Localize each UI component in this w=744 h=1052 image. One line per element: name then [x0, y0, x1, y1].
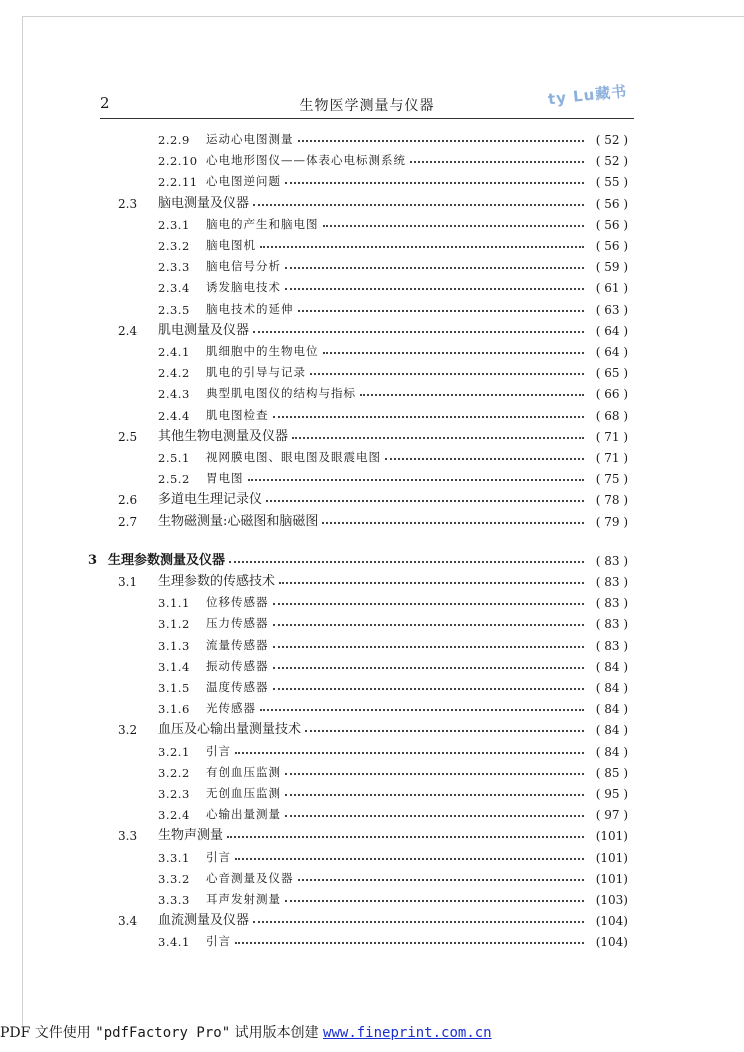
- toc-entry-title: 运动心电图测量: [206, 132, 294, 146]
- toc-entry-number: 3.4.1: [158, 935, 190, 950]
- toc-entry-page: ( 84 ): [595, 702, 628, 717]
- toc-entry[interactable]: [118, 486, 628, 507]
- toc-entry-title: 心输出量测量: [206, 807, 281, 822]
- toc-entry-number: 2.3: [118, 196, 138, 211]
- toc-entry-title: 引言: [206, 934, 231, 949]
- toc-entry[interactable]: [158, 865, 628, 886]
- toc-entry-title: 生理参数测量及仪器: [108, 552, 226, 568]
- toc-leader-dots: [285, 900, 584, 902]
- toc-entry-number: 3.2.1: [158, 744, 190, 759]
- toc-entry-number: 2.7: [118, 514, 138, 529]
- toc-entry-title: 典型肌电图仪的结构与指标: [206, 386, 356, 401]
- toc-entry-number: 2.4.4: [158, 408, 190, 423]
- toc-entry[interactable]: [118, 423, 628, 444]
- toc-leader-dots: [310, 373, 584, 375]
- toc-leader-dots: [235, 752, 584, 754]
- toc-entry-page: (101): [595, 850, 628, 865]
- toc-entry-page: ( 95 ): [595, 787, 628, 801]
- toc-leader-dots: [229, 561, 584, 563]
- toc-entry[interactable]: [158, 274, 628, 295]
- toc-entry-number: 2.4.1: [158, 345, 190, 359]
- toc-entry-number: 3.1.2: [158, 617, 190, 632]
- toc-entry-number: 3.2.4: [158, 808, 190, 823]
- toc-entry-page: ( 63 ): [595, 302, 628, 317]
- toc-entry[interactable]: [118, 317, 628, 338]
- toc-entry-number: 2.4.2: [158, 366, 190, 381]
- toc-entry-page: ( 68 ): [595, 408, 628, 423]
- toc-entry[interactable]: [158, 126, 628, 147]
- toc-entry[interactable]: [158, 801, 628, 822]
- toc-entry-title: 生物磁测量:心磁图和脑磁图: [158, 513, 319, 529]
- toc-entry[interactable]: [158, 380, 628, 401]
- toc-entry-title: 引言: [206, 849, 231, 864]
- toc-entry-page: ( 97 ): [595, 808, 628, 823]
- toc-leader-dots: [260, 246, 584, 248]
- toc-entry[interactable]: [158, 695, 628, 716]
- toc-entry-page: ( 56 ): [595, 196, 628, 211]
- toc-leader-dots: [322, 522, 584, 524]
- toc-entry[interactable]: [158, 232, 628, 253]
- toc-entry-title: 脑电技术的延伸: [206, 301, 294, 316]
- toc-entry-page: ( 84 ): [595, 723, 628, 738]
- toc-leader-dots: [298, 879, 585, 881]
- toc-leader-dots: [323, 225, 585, 227]
- toc-entry[interactable]: [158, 780, 628, 801]
- toc-entry-page: ( 84 ): [595, 659, 628, 674]
- toc-entry-page: ( 59 ): [595, 260, 628, 275]
- toc-entry-title: 压力传感器: [206, 616, 269, 631]
- toc-entry[interactable]: [158, 589, 628, 610]
- toc-entry-number: 3.1.4: [158, 659, 190, 674]
- toc-entry-title: 肌电的引导与记录: [206, 365, 306, 380]
- header-rule: [100, 118, 634, 119]
- toc-leader-dots: [253, 331, 584, 333]
- toc-entry-page: ( 78 ): [595, 493, 628, 508]
- library-stamp: ty Lu藏书: [547, 82, 629, 109]
- toc-entry[interactable]: [158, 759, 628, 780]
- toc-leader-dots: [266, 500, 584, 502]
- toc-entry-number: 3.3: [118, 829, 138, 844]
- toc-entry-number: 2.6: [118, 493, 138, 508]
- toc-leader-dots: [292, 437, 584, 439]
- toc-leader-dots: [273, 624, 585, 626]
- toc-entry-title: 温度传感器: [206, 680, 269, 694]
- toc-entry-title: 心电图逆问题: [206, 174, 281, 189]
- toc-entry-page: ( 83 ): [595, 575, 628, 589]
- toc-entry-title: 脑电的产生和脑电图: [206, 216, 319, 231]
- toc-entry-title: 肌电图检查: [206, 407, 269, 422]
- toc-leader-dots: [305, 730, 584, 732]
- toc-entry-page: (104): [595, 914, 628, 929]
- toc-entry-number: 3: [88, 552, 98, 568]
- toc-leader-dots: [285, 794, 584, 796]
- toc-leader-dots: [253, 204, 584, 206]
- toc-entry-page: ( 83 ): [595, 638, 628, 653]
- footer-middle: 试用版本创建: [230, 1025, 324, 1041]
- toc-entry-title: 脑电测量及仪器: [158, 195, 250, 211]
- toc-entry[interactable]: [118, 190, 628, 211]
- toc-entry[interactable]: [158, 147, 628, 168]
- toc-entry[interactable]: [158, 653, 628, 674]
- toc-entry-title: 心音测量及仪器: [206, 870, 294, 885]
- toc-entry-number: 3.3.2: [158, 871, 190, 886]
- toc-entry-number: 2.2.11: [158, 175, 198, 190]
- toc-leader-dots: [410, 161, 584, 163]
- toc-entry[interactable]: [158, 444, 628, 465]
- toc-entry-page: ( 84 ): [595, 681, 628, 695]
- toc-entry-number: 2.3.4: [158, 281, 190, 296]
- toc-entry[interactable]: [118, 907, 628, 928]
- toc-leader-dots: [235, 858, 584, 860]
- toc-entry-number: 3.3.1: [158, 850, 190, 865]
- toc-entry-title: 无创血压监测: [206, 786, 281, 800]
- toc-entry-page: ( 52 ): [595, 133, 628, 147]
- toc-leader-dots: [273, 667, 585, 669]
- toc-entry-number: 2.3.3: [158, 260, 190, 275]
- toc-entry[interactable]: [158, 844, 628, 865]
- footer-product: "pdfFactory Pro": [95, 1025, 231, 1041]
- toc-entry-title: 生理参数的传感技术: [158, 574, 276, 589]
- toc-entry-title: 肌电测量及仪器: [158, 322, 250, 338]
- toc-leader-dots: [279, 582, 584, 584]
- toc-entry[interactable]: [158, 253, 628, 274]
- toc-entry[interactable]: [158, 465, 628, 486]
- toc-leader-dots: [298, 140, 585, 142]
- toc-entry-number: 2.2.9: [158, 133, 190, 147]
- toc-entry-page: ( 56 ): [595, 217, 628, 232]
- toc-entry[interactable]: [158, 359, 628, 380]
- scan-border-left: [22, 16, 23, 1026]
- toc-entry-page: ( 71 ): [595, 451, 628, 465]
- toc-entry-number: 2.2.10: [158, 154, 198, 169]
- toc-entry-title: 位移传感器: [206, 595, 269, 610]
- toc-entry[interactable]: [158, 610, 628, 631]
- toc-entry-page: ( 55 ): [595, 175, 628, 190]
- toc-entry-title: 引言: [206, 743, 231, 758]
- toc-entry-number: 3.1: [118, 575, 138, 589]
- toc-entry-number: 3.1.6: [158, 702, 190, 717]
- toc-entry[interactable]: [158, 632, 628, 653]
- toc-entry-number: 2.4.3: [158, 387, 190, 402]
- toc-entry-page: ( 61 ): [595, 281, 628, 296]
- toc-entry-number: 2.5.2: [158, 472, 190, 487]
- toc-entry[interactable]: [158, 296, 628, 317]
- toc-entry-page: ( 66 ): [595, 387, 628, 402]
- toc-entry[interactable]: [118, 508, 628, 529]
- footer-link[interactable]: www.fineprint.com.cn: [323, 1025, 492, 1041]
- toc-entry[interactable]: [158, 928, 628, 949]
- toc-entry-page: ( 83 ): [595, 617, 628, 632]
- toc-leader-dots: [253, 921, 584, 923]
- toc-leader-dots: [285, 267, 584, 269]
- pdf-footer: [0, 1022, 492, 1042]
- toc-entry-title: 心电地形图仪——体表心电标测系统: [206, 153, 406, 168]
- toc-entry[interactable]: [158, 674, 628, 695]
- toc-entry[interactable]: [88, 547, 628, 568]
- toc-entry-title: 脑电图机: [206, 238, 256, 252]
- toc-entry-number: 2.5: [118, 429, 138, 444]
- toc-entry-page: ( 83 ): [595, 596, 628, 611]
- toc-leader-dots: [298, 310, 585, 312]
- book-title: 生物医学测量与仪器: [299, 98, 435, 114]
- toc-entry-title: 有创血压监测: [206, 764, 281, 779]
- toc-entry-page: ( 83 ): [595, 553, 628, 568]
- toc-entry[interactable]: [158, 338, 628, 359]
- toc-entry-number: 2.4: [118, 323, 138, 338]
- toc-entry-title: 肌细胞中的生物电位: [206, 344, 319, 358]
- toc-entry-title: 生物声测量: [158, 828, 224, 844]
- toc-entry-title: 耳声发射测量: [206, 892, 281, 906]
- toc-entry-page: ( 75 ): [595, 472, 628, 487]
- toc-entry-number: 2.5.1: [158, 451, 190, 465]
- toc-entry-number: 3.3.3: [158, 893, 190, 907]
- toc-leader-dots: [360, 394, 584, 396]
- toc-entry-title: 流量传感器: [206, 637, 269, 652]
- toc-entry-title: 血压及心输出量测量技术: [158, 722, 302, 738]
- toc-entry-page: (101): [595, 871, 628, 886]
- toc-entry[interactable]: [158, 402, 628, 423]
- toc-entry-number: 3.4: [118, 914, 138, 929]
- toc-leader-dots: [235, 942, 584, 944]
- toc-entry-page: ( 85 ): [595, 765, 628, 780]
- toc-entry-page: ( 64 ): [595, 323, 628, 338]
- toc-entry-title: 脑电信号分析: [206, 259, 281, 274]
- toc-entry-title: 胃电图: [206, 471, 244, 486]
- toc-entry-page: ( 64 ): [595, 345, 628, 359]
- toc-entry-page: (101): [595, 829, 628, 844]
- toc-entry-page: ( 79 ): [595, 514, 628, 529]
- scan-border-top: [22, 16, 744, 17]
- toc-leader-dots: [248, 479, 585, 481]
- toc-entry-page: (103): [595, 893, 628, 907]
- toc-entry-number: 3.2.2: [158, 765, 190, 780]
- toc-entry[interactable]: [158, 738, 628, 759]
- toc-entry[interactable]: [158, 886, 628, 907]
- toc-entry-number: 3.1.3: [158, 638, 190, 653]
- toc-entry[interactable]: [158, 211, 628, 232]
- toc-entry-number: 3.1.1: [158, 596, 190, 611]
- toc-leader-dots: [323, 352, 585, 354]
- toc-entry-number: 3.2.3: [158, 787, 190, 801]
- toc-entry[interactable]: [158, 168, 628, 189]
- toc-entry-page: ( 52 ): [595, 154, 628, 169]
- toc-leader-dots: [227, 836, 584, 838]
- toc-leader-dots: [385, 458, 584, 460]
- toc-entry-number: 2.3.5: [158, 302, 190, 317]
- toc-entry-title: 其他生物电测量及仪器: [158, 428, 289, 444]
- footer-prefix: PDF 文件使用: [0, 1025, 96, 1041]
- toc-entry-title: 光传感器: [206, 701, 256, 716]
- toc-entry-page: ( 71 ): [595, 429, 628, 444]
- toc-entry-title: 多道电生理记录仪: [158, 492, 263, 508]
- toc-leader-dots: [273, 603, 585, 605]
- toc-leader-dots: [273, 646, 585, 648]
- toc-entry-page: ( 84 ): [595, 744, 628, 759]
- page-number: 2: [100, 94, 110, 112]
- toc-entry-page: ( 56 ): [595, 239, 628, 253]
- toc-leader-dots: [260, 709, 584, 711]
- toc-entry-number: 3.2: [118, 723, 138, 738]
- toc-entry[interactable]: [118, 716, 628, 737]
- toc-entry-page: (104): [595, 935, 628, 950]
- toc-entry-title: 视网膜电图、眼电图及眼震电图: [206, 450, 381, 464]
- toc-leader-dots: [285, 773, 584, 775]
- toc-entry[interactable]: [118, 568, 628, 589]
- toc-entry-title: 振动传感器: [206, 658, 269, 673]
- toc-leader-dots: [285, 182, 584, 184]
- toc-leader-dots: [273, 688, 585, 690]
- toc-leader-dots: [285, 288, 584, 290]
- toc-entry[interactable]: [118, 822, 628, 843]
- toc-entry-title: 诱发脑电技术: [206, 280, 281, 295]
- toc-entry-number: 2.3.1: [158, 217, 190, 232]
- toc-entry-number: 2.3.2: [158, 239, 190, 253]
- toc-entry-number: 3.1.5: [158, 681, 190, 695]
- toc-entry-title: 血流测量及仪器: [158, 913, 250, 929]
- toc-leader-dots: [285, 815, 584, 817]
- toc-entry-page: ( 65 ): [595, 366, 628, 381]
- toc-leader-dots: [273, 416, 585, 418]
